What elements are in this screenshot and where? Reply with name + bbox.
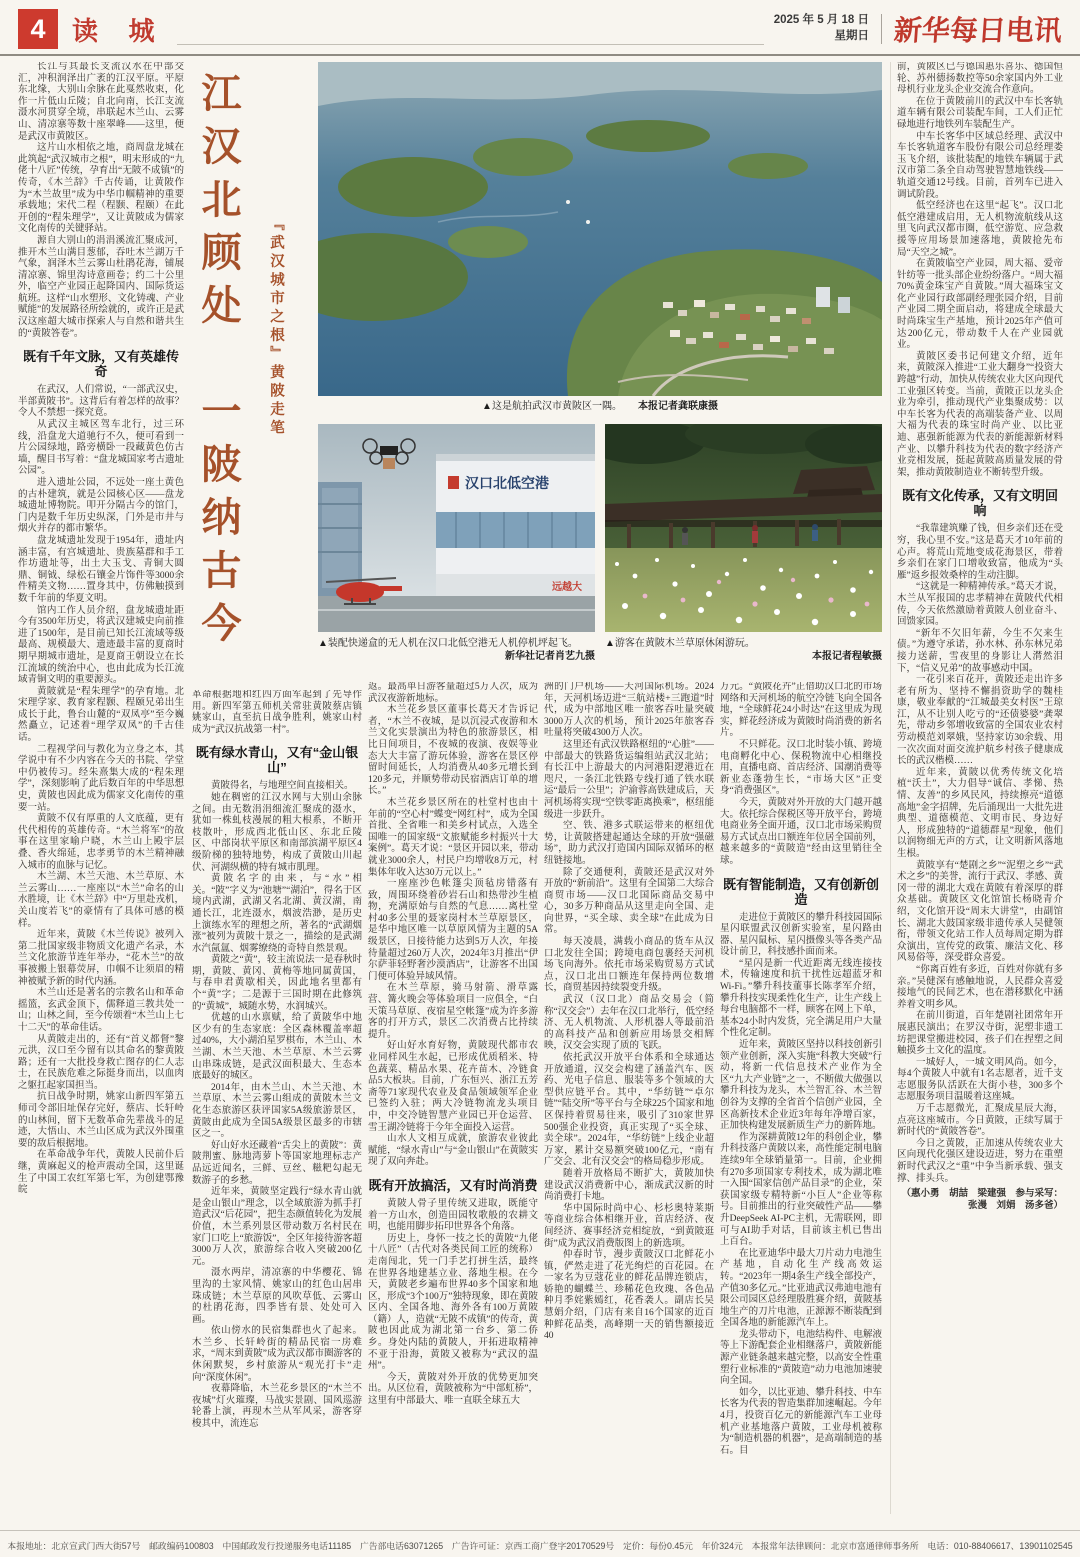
date-text: 2025 年 5 月 18 日	[773, 14, 869, 27]
paragraph: 今天，黄陂对外开放的大门越开越大。依托综合保税区等开放平台，跨境电商业务全面开通，汉口北市场采购贸易方式试点出口额连年位居全国前列，越来越多的“黄陂造”经由这里销往全球。	[720, 797, 882, 866]
paragraph: 万元。“黄陂花卉”正借助汉口北的市场网络和天河机场的航空冷链飞向全国各地，“全球鲜花24小时达”在这里成为现实，鲜花经济成为黄陂时尚消费的新名片。	[720, 682, 882, 739]
paragraph: 二程视学问与教化为立身之本，其学说中有不少内容在今天的书院、学堂中仍被传习。经朱熹集大成的“程朱理学”，深刻影响了此后数百年的中华思想史，黄陂也因此成为儒家文化南传的重要一站。	[18, 744, 184, 813]
paragraph: 黄陂不仅有厚重的人文底蕴，更有代代相传的英雄传奇。“木兰将军”的故事在这里家喻户晓，木兰山上殿宇层叠、香火绵延，忠孝勇节的木兰精神融入城市的血脉与记忆。	[18, 814, 184, 871]
section-heading: 既有文化传承，又有文明回响	[901, 488, 1058, 519]
text-column-3	[368, 682, 538, 1512]
paragraph: 在比亚迪华中最大刀片动力电池生产基地，自动化生产线高效运转。“2023年一期4条生产线全部投产，产值30多亿元。”比亚迪武汉弗迪电池有限公司园区总经理殷胜赛介绍，黄陂基地生产的刀片电池，正源源不断装配到全国各地的新能源汽车上。	[720, 1248, 882, 1329]
paragraph: “我靠建筑赚了钱，但乡亲们还在受穷，我心里不安。”这是葛天才10年前的心声。将荒山荒地变成花海景区，带着乡亲们在家门口增收致富，他成为“头雁”返乡报效桑梓的生动注脚。	[897, 524, 1063, 581]
header-bottom-rule	[0, 54, 1080, 56]
page-number-box: 4	[18, 9, 58, 49]
text-column-4	[544, 682, 714, 1512]
section-heading: 既有开放搞活，又有时尚消费	[368, 1177, 538, 1193]
paragraph: 中车长客华中区域总经理、武汉中车长客轨道客车股份有限公司总经理娄玉飞介绍，该批装配的地铁车辆属于武汉市第二条全自动驾驶智慧地铁线——轨道交通12号线。目前，首列车已进入调试阶段。	[897, 131, 1063, 200]
paragraph: 她在稠密的江汉水网与大别山余脉之间。由无数涓涓细流汇聚成的滠水，犹如一株虬枝漫展的粗大根系，不断开枝散叶，形成西北低山区、东北丘陵区、中部岗状平原区和南部滨湖平原区4级阶梯的独特地势，构成了黄陂山川起伏、河湖纵横的特有城市肌理。	[192, 792, 362, 873]
paragraph: 源自大别山的涓涓溪流汇聚成河，推开木兰山满目葱郁，吞吐木兰湖万千气象，润泽木兰云雾山杜鹃花海，铺展清凉寨、锦里沟诗意画卷；约二十公里外，临空产业园正起降国内、国际货运航班。这样“山水塑形、文化铸魂、产业赋能”的发展路径所绘就的，或许正是武汉这座超大城市探索人与自然和谐共生的“黄陂答卷”。	[18, 235, 184, 339]
building-sign-text: 汉口北低空港	[465, 477, 549, 492]
header-divider	[881, 14, 882, 44]
paragraph: 一座座沙色帐篷尖顶毡房错落有致，周围环绕着砂岩石山和热带沙生植物，充满原始与自然的气息……离杜堂村40多公里的聂家岗村木兰草原景区，是华中地区唯一以草原风情为主题的5A级景区，日接待能力达到5万人次，年接待量超过260万人次，2024年3月推出“伊尔萨菲轻野奢沙漠酒店”，让游客不出国门便可体验异域风情。	[368, 879, 538, 982]
page-header	[18, 6, 1062, 52]
paragraph: 滠水两岸，清凉寨的中华樱花、锦里沟的土家风情、姚家山的红色山居串珠成链；木兰草原的风吹草低、云雾山的杜鹃花海，四季皆有景、处处可入画。	[192, 1268, 362, 1325]
paragraph: 龙头带动下，电池结构件、电解液等上下游配套企业相继落户，黄陂新能源产业链条越来越完整，以高安全性重塑行业标准的“黄陂造”动力电池加速驶向全国。	[720, 1329, 882, 1387]
paragraph: 黄陂区委书记何建文介绍，近年来，黄陂深入推进“工业大翻身”“投资大跨越”行动，加快从传统农业大区向现代工业强区转变。当前，黄陂正以龙头企业为牵引，推动现代产业集聚成势：以中车长客为代表的高端装备产业、以周大福为代表的珠宝时尚产业、以比亚迪、惠强新能源为代表的新能源新材料产业、以攀升科技为代表的数字经济产业竞相发展，挺起黄陂高质量发展的骨架，推动黄陂制造业不断转型升级。	[897, 351, 1063, 478]
caption-credit: 本报记者程敏摄	[812, 651, 882, 662]
caption-credit: 本报记者龚联康摄	[637, 401, 718, 412]
text-column-2	[192, 690, 362, 1514]
paragraph: 夜幕降临，木兰花乡景区的“木兰不夜城”灯火璀璨，马战实景剧、国风巡游轮番上演，再现木兰从军风采，游客穿梭其中，流连忘	[192, 1384, 362, 1430]
paragraph: （惠小勇 胡喆 梁建强 参与采写：张漫 刘娟 汤多爸）	[901, 1189, 1063, 1211]
paragraph: 近年来，黄陂区坚持以科技创新引领产业创新，深入实施“科教大突破”行动，将新一代信息技术产业作为全区“九大产业链”之一，不断做大做强以攀升科技为龙头，木兰智汇谷、木兰智创谷为支撑的全省首个信创产业园，全区高新技术企业近3年每年净增百家，正加快构建发展新质生产力的新阵地。	[720, 1040, 882, 1132]
paragraph: 除了交通便利，黄陂还是武汉对外开放的“新前沿”。这里有全国第二大综合商贸市场——汉口北国际商品交易中心，30多万种商品从这里走向全国、走向世界，“买全球、卖全球”在此成为日常。	[544, 867, 714, 936]
masthead: 新华每日电讯	[892, 16, 1063, 47]
paragraph: 近年来，黄陂坚定践行“绿水青山就是金山银山”理念，以全域旅游为抓手打造武汉“后花园”，把生态颜值转化为发展价值，木兰系列景区带动数万名村民在家门口吃上“旅游饭”，全区年接待游客超3000万人次，旅游综合收入突破200亿元。	[192, 1187, 362, 1267]
paragraph: 优越的山水禀赋，给了黄陂华中地区少有的生态家底：全区森林覆盖率超过40%，大小湖泊星罗棋布，木兰山、木兰湖、木兰天池、木兰草原、木兰云雾山串珠成链，是武汉面积最大、生态本底最好的城区。	[192, 1013, 362, 1082]
paragraph: 从黄陂走出的，还有“首义都督”黎元洪，汉口至今留有以其命名的黎黄陂路；还有一大批投身救亡图存的仁人志士，在民族危难之际挺身而出，以血肉之躯扛起家国担当。	[18, 1034, 184, 1091]
paragraph: 前，黄陂区已与德国惠乐喜乐、德国恒轮、苏州德扬数控等50余家国内外工业母机行业龙头企业交流合作意向。	[897, 62, 1063, 96]
paragraph: 木兰花乡景区所在的杜堂村也由十年前的“空心村”蝶变“网红村”，成为全国首批、全省唯一和美乡村试点，入选全国唯一的国家级“文旅赋能乡村振兴十大案例”。葛天才说：“景区开园以来，带动就业3000余人，村民户均增收8万元，村集体年收入达30万元以上。”	[368, 797, 538, 878]
paragraph: 黄陂之“黄”，较主流说法一是春秋时期，黄陂、黄冈、黄梅等地同属黄国，与春申君黄歇相关，因此地名里都有个“黄”字；二是源于三国时期在此修筑的“黄城”，城随水势，水润城兴。	[192, 955, 362, 1012]
paragraph: 今天，黄陂对外开放的优势更加突出。从区位看，黄陂被称为“中部虹桥”，这里有中部最大、唯一直联全球五大	[368, 1372, 538, 1407]
section-heading: 既有智能制造，又有创新创造	[722, 876, 879, 907]
paragraph: 一花引来百花开，黄陂还走出许多老有所为、坚持不懈捐资助学的魏桂康，敬业奉献的“江城最美女村医”王琼江，从不让别人吃亏的“还债婆婆”龚翠先，带动乡邻增收致富的全国农业农村劳动模范刘翠娥，坚持家访30余载、用一次次面对面交流护航乡村孩子健康成长的武汉楷模……	[897, 675, 1063, 767]
paragraph: 好山好水还藏着“舌尖上的黄陂”：黄陂荆蜜、脉地湾萝卜等国家地理标志产品远近闻名，三鲜、豆丝、糍粑勾起无数游子的乡愁。	[192, 1140, 362, 1186]
paragraph: 低空经济也在这里“起飞”。汉口北低空港建成启用，无人机物流航线从这里飞向武汉都市圈，低空游览、应急救援等应用场景加速落地，黄陂抢先布局“天空之城”。	[897, 201, 1063, 258]
paragraph: 黄陂名字的由来，与“水”相关。“陂”字义为“池塘”“湖泊”，得名于区境内武湖，武湖又名北湖、黄汉湖，南通长江，北连滠水，烟波浩渺，是历史上演练水军的理想之所，著名的“武湖烟涨”被列为黄陂十景之一，描绘的是武湖水汽氤氲、烟雾缭绕的奇特自然景观。	[192, 874, 362, 954]
paragraph: 每天凌晨，满载小商品的货车从汉口北发往全国；跨境电商包裹经天河机场飞向海外。依托市场采购贸易方式试点，汉口北出口额连年保持两位数增长，商贸基因持续裂变升级。	[544, 937, 714, 994]
paragraph: 返。最高单日游客量超过5万人次，成为武汉夜游新地标。	[368, 682, 538, 704]
paragraph: “这就是一种精神传承。”葛天才说，木兰从军报国的忠孝精神在黄陂代代相传，今天依然激励着黄陂人创业奋斗、回馈家园。	[897, 582, 1063, 628]
main-photo-caption	[318, 400, 882, 413]
paragraph: 依托武汉开放平台体系和全球通达开放通道，汉交会构建了涵盖汽车、医药、光电子信息、服装等多个领域的大型供应链平台。其中，“华纺链”“卓尔链”“陆交所”等平台与全球225个国家和地区保持着贸易往来，吸引了310家世界500强企业投资，真正实现了“买全球、卖全球”。2024年，“华纺链”上线企业超万家，累计交易额突破100亿元，“南有广交会、北有汉交会”的格局稳步形成。	[544, 1053, 714, 1168]
paragraph: 在黄陂临空产业园，周大福、爱帝针纺等一批头部企业纷纷落户。“周大福70%黄金珠宝产自黄陂。”周大福珠宝文化产业园行政部副经理张园介绍，目前产业园二期全面启动，将建成全球最大时尚珠宝生产基地，预计2025年产值可达200亿元，带动数千人在产业园就业。	[897, 259, 1063, 351]
paragraph: 随着开放格局不断扩大，黄陂加快建设武汉消费新中心，渐成武汉新的时尚消费打卡地。	[544, 1168, 714, 1203]
paragraph: 走进位于黄陂区的攀升科技园国际星闪联盟武汉创新实验室，星闪路由器、星闪鼠标、星闪摄像头等各类产品设计前卫，科技感扑面而来。	[720, 912, 882, 958]
section-heading: 既有绿水青山，又有“金山银山”	[195, 745, 359, 776]
paragraph: 在革命战争年代，黄陂人民前仆后继，黄麻起义的枪声震动全国，这里诞生了中国工农红军第七军，为创建鄂豫皖	[18, 1150, 184, 1196]
aerial-photo	[318, 62, 882, 396]
paragraph: 这里还有武汉铁路枢纽的“心脏”——中部最大的铁路货运编组站武汉北站；有长江中上游最大的内河港阳逻港近在咫尺，一条江北铁路专线打通了铁水联运“最后一公里”；沪渝蓉高铁建成后，天河机场将实现“空铁零距离换乘”，枢纽能级进一步跃升。	[544, 739, 714, 820]
pavilion-photo	[605, 424, 882, 632]
text-column-5	[720, 682, 882, 1512]
paragraph: 2014年，由木兰山、木兰天池、木兰草原、木兰云雾山组成的黄陂木兰文化生态旅游区获评国家5A级旅游景区，黄陂由此成为全国5A级景区最多的市辖区之一。	[192, 1082, 362, 1140]
dateline	[774, 13, 869, 44]
paragraph: 山水人文相互成就，旅游农业彼此赋能，“绿水青山”与“金山银山”在黄陂实现了双向奔赴。	[368, 1134, 538, 1168]
paragraph: 作为深耕黄陂12年的科创企业，攀升科技落户黄陂以来，高性能定制电脑连续9年全球销量第一。目前，企业拥有270多项国家专利技术，成为湖北唯一入围“国家信创产品目录”的企业，荣获国家级专精特新“小巨人”企业等称号。目前推出的行业突破性产品——攀升DeepSeek AI-PC主机，无需联网，即可与AI助手对话，目前该主机已售出上百台。	[720, 1132, 882, 1248]
paragraph: 历史上，身怀一技之长的黄陂“九佬十八匠”（古代对各类民间工匠的统称）走南闯北，凭一门手艺打拼生活，最终在世界各地建基立业、落地生根。在今天，黄陂老乡遍布世界40多个国家和地区，形成“3个100万”独特现象，即在黄陂区内、全国各地、海外各有100万黄陂（籍）人，造就“无陂不成镇”的传奇，黄陂也因此成为湖北第一台乡、第二侨乡。身处内陆的黄陂人，开拓进取精神不亚于沿海，黄陂又被称为“武汉的温州”。	[368, 1233, 538, 1372]
caption-text: ▲这是航拍武汉市黄陂区一隅。	[482, 401, 622, 412]
section-title: 读 城	[72, 16, 167, 46]
paragraph: 近年来，黄陂《木兰传说》被列入第二批国家级非物质文化遗产名录，木兰文化旅游节连年举办，“花木兰”的故事被搬上银幕荧屏，巾帼不让须眉的精神被赋予新的时代内涵。	[18, 930, 184, 987]
text-column-6	[890, 62, 1063, 1514]
page-footer	[0, 1530, 1080, 1552]
paragraph: 革命根据地和红四方面军起到了先导作用。新四军第五师机关常驻黄陂蔡店镇姚家山，直至抗日战争胜利，姚家山村成为“武汉抗战第一村”。	[192, 690, 362, 735]
paragraph: 这片山水相依之地，商周盘龙城在此筑起“武汉城市之根”，明末形成的“九佬十八匠”传统，孕育出“无陂不成镇”的传奇，《木兰辞》千古传诵，让黄陂作为“木兰故里”成为中华巾帼精神的重要承载地；宋代二程（程颢、程颐）在此开创的“程朱理学”，又让黄陂成为儒家文化南传的关键驿站。	[18, 143, 184, 235]
section-heading: 既有千年文脉，又有英雄传奇	[22, 349, 179, 380]
paragraph: 华中国际时尚中心、杉杉奥特莱斯等商业综合体相继开业，首店经济、夜间经济、赛事经济竞相绽放，“到黄陂逛街”成为武汉消费版图上的新选项。	[544, 1203, 714, 1249]
paragraph: 进入遗址公园，不远处一座土黄色的古朴建筑，就是公园核心区——盘龙城遗址博物院。叩开分隔古今的馆门，门内是数千年历史纵深，门外是市井与烟火并存的都市繁华。	[18, 478, 184, 535]
paragraph: 今日之黄陂，正加速从传统农业大区向现代化强区建设迈进，努力在重塑新时代武汉之“重”中争当新承载、强支撑、排头兵。	[897, 1138, 1063, 1184]
paragraph: 万千志愿微光，汇聚成星辰大海，点亮这座城市。今日黄陂，正续写属于新时代的“黄陂答卷”。	[897, 1104, 1063, 1138]
drone-photo-caption	[318, 637, 595, 663]
paragraph: 抗日战争时期，姚家山新四军第五师司令部旧址保存完好，蔡店、长轩岭的山林间，留下无数革命先辈战斗的足迹，大悟山、木兰山区成为武汉外围重要的敌后根据地。	[18, 1092, 184, 1149]
paragraph: 黄陂人骨子里传统又进取，既能守着一方山水，创造田园牧歌般的农耕文明，也能用脚步拓印世界各个角落。	[368, 1198, 538, 1233]
paragraph: 从武汉主城区驾车北行，过三环线，沿盘龙大道驰行不久，便可看到一片公园绿地，路旁横卧一段藏黄色仿古墙，醒目书写着：“盘龙城国家考古遗址公园”。	[18, 420, 184, 477]
paragraph: 一城好人，一城文明风尚。如今，每4个黄陂人中就有1名志愿者，近千支志愿服务队活跃在大街小巷，300多个志愿服务项目温暖着这座城。	[897, 1057, 1063, 1103]
caption-credit: 新华社记者肖艺九摄	[505, 651, 595, 662]
article-headline: 江汉北顾处 一陂纳古今	[196, 72, 241, 655]
paragraph: 在木兰草原，骑马射箭、滑草露营、篝火晚会等体验项目一应俱全，“白天策马草原、夜宿星空帐篷”成为许多游客的打开方式，景区二次消费占比持续提升。	[368, 983, 538, 1040]
paragraph: “新年不欠旧年薪，今生不欠来生债。”为遵守承诺，孙水林、孙东林兄弟接力送薪，雪夜里的身影让人潸然泪下，“信义兄弟”的故事感动中国。	[897, 628, 1063, 674]
paragraph: 好山好水育好物，黄陂现代都市农业同样风生水起，已形成优质稻米、特色蔬菜、精品水果、花卉苗木、冷链食品5大板块。目前，广东恒兴、浙江五芳斋等71家现代农业及食品领域领军企业已签约入驻；两大冷链物流龙头项目中，中交冷链智慧产业园已开仓运营、雪王湖冷链将于今年全面投入运营。	[368, 1041, 538, 1133]
paragraph: 馆内工作人员介绍，盘龙城遗址距今有3500年历史，将武汉建城史向前推进了1500年，是目前已知长江流域等级最高、规模最大、遗迹最丰富的夏商时期早期城市遗址，是夏商王朝设立在长江流域的统治中心，也由此成为长江流域青铜文明的重要源头。	[18, 605, 184, 686]
caption-text: ▲装配快递盒的无人机在汉口北低空港无人机停机坪起飞。	[318, 638, 578, 649]
paragraph: 仲春时节，漫步黄陂汉口北鲜花小镇，俨然走进了花光绚烂的百花园。在一家名为豆蔻花业的鲜花品牌连锁店，娇艳的蝴蝶兰、珍稀花色玫瑰、各色品种月季姹紫嫣红，花香袭人。副店长吴慧娟介绍，门店有来自16个国家的近百种鲜花品类，高峰期一天的销售额接近40	[544, 1250, 714, 1342]
paragraph: 黄陂得名，与地理空间直接相关。	[211, 781, 354, 792]
paragraph: 洲的门户机场——天河国际机场。2024年，天河机场迈进“三航站楼+三跑道”时代，成为中部地区唯一旅客吞吐量突破3000万人次的机场，预计2025年旅客吞吐量将突破4300万人次。	[544, 682, 714, 739]
paragraph: “星闪是新一代近距离无线连接技术，传输速度和抗干扰性远超蓝牙和Wi-Fi。”攀升科技董事长陈孝军介绍，攀升科技实现柔性化生产，让生产线上每台电脑都不一样，顾客在网上下单，基本24小时内发货，完全满足用户大量个性化定制。	[720, 958, 882, 1039]
paragraph: 在位于黄陂前川的武汉中车长客轨道车辆有限公司装配车间，工人们正忙碌地进行地铁列车装配生产。	[897, 96, 1063, 130]
paragraph: 如今，以比亚迪、攀升科技、中车长客为代表的智造集群加速崛起。今年4月，投资百亿元的新能源汽车工业母机产业基地落户黄陂，工业母机被称为“制造机器的机器”，是高端制造的基石。目	[720, 1387, 882, 1456]
paragraph: 不只鲜花。汉口北时装小镇、跨境电商孵化中心、保税物流中心相继投用，直播电商、首店经济、国潮消费等新业态蓬勃生长，“市场大区”正变身“消费强区”。	[720, 739, 882, 797]
paragraph: 长江与其最长支流汉水在中部交汇，冲积润泽出广袤的江汉平原。平原东北缘，大别山余脉在此戛然收束，化作一片低山丘陵；自北向南，长江支流滠水河贯穿全境，串联起木兰山、云雾山、清凉寨等数十座翠峰——这里，便是武汉市黄陂区。	[18, 62, 184, 142]
paragraph: “你离百姓有多近，百姓对你就有多亲。”吴健深有感触地说，人民群众喜爱接地气的民间艺术，也在潜移默化中涵养着文明乡风。	[897, 964, 1063, 1010]
paragraph: 近年来，黄陂以优秀传统文化培植“沃土”，大力倡导“诚信、孝悌、热情、友善”的乡风民风，持续擦亮“道德高地”金字招牌，先后涌现出一大批先进典型、道德模范、文明市民、身边好人，形成独特的“道德群星”现象，他们以润物细无声的方式，让文明新风落地生根。	[897, 767, 1063, 859]
paragraph: 木兰山还是著名的宗教名山和革命摇篮，玄武金顶下，儒释道三教共处一山；山林之间，至今传颂着“木兰山上七十二天”的革命佳话。	[18, 988, 184, 1033]
caption-text: ▲游客在黄陂木兰草原休闲游玩。	[605, 638, 755, 649]
text-column-1	[18, 62, 184, 1514]
drone-photo	[318, 424, 595, 632]
paragraph: 木兰湖、木兰天池、木兰草原、木兰云雾山……一座座以“木兰”命名的山水胜境，让《木兰辞》中“万里赴戎机，关山度若飞”的豪情有了具体可感的模样。	[18, 872, 184, 929]
paragraph: 木兰花乡景区董事长葛天才告诉记者，“木兰不夜城，是以沉浸式夜游和木兰文化实景演出为特色的旅游景区，相比日间项目，不夜城的夜演、夜娱等业态大大丰富了游玩体验，游客在景区停留时间延长，人均消费从40多元增长到120多元，并顺势带动民宿酒店订单的增长。”	[368, 705, 538, 797]
paragraph: 黄陂就是“程朱理学”的孕育地。北宋理学家、教育家程颢、程颐兄弟出生成长于此，鲁台山麓的“双凤亭”至今巍然矗立，记述着“理学双凤”的千古佳话。	[18, 686, 184, 744]
paragraph: 盘龙城遗址发现于1954年，遗址内涵丰富，有宫城遗址、贵族墓群和手工作坊遗址等，出土大玉戈、青铜大圆鼎、铜钺、绿松石镶金片饰件等3000余件精美文物……置身其中，仿佛触摸到数千年前的华夏文明。	[18, 535, 184, 604]
pavilion-photo-caption	[605, 637, 882, 663]
weekday-text: 星期日	[834, 30, 869, 42]
footer-text: 本报地址：北京宣武门西大街57号 邮政编码100803 中国邮政发行投递服务电话11185 广告部电话63071265 广告许可证：京西工商广登字20170529号 定价：每份0.45元 年价324元 本报常年法律顾问：北京市富通律师事务所 电话：010-88406617、13901102545	[7, 1541, 1073, 1551]
paragraph: 依山傍水的民宿集群也火了起来。木兰乡、长轩岭街的精品民宿一房难求，“周末到黄陂”成为武汉都市圈游客的休闲默契，乡村旅游从“观光打卡”走向“深度休闲”。	[192, 1326, 362, 1383]
paragraph: 武汉（汉口北）商品交易会（简称“汉交会”）去年在汉口北举行，低空经济、无人机物流、人形机器人等最前沿的高科技产品和创新应用场景交相辉映，汉交会实现了质的飞跃。	[544, 995, 714, 1052]
article-headline-block	[192, 66, 314, 680]
paragraph: 黄陂享有“楚剧之乡”“泥塑之乡”“武术之乡”的美誉，流行于武汉、孝感、黄冈一带的湖北大戏在黄陂有着深厚的群众基础。黄陂区文化馆馆长杨晓青介绍，文化馆开设“周末大讲堂”，由副馆长、湖北大鼓国家级非遗传承人吴健领衔，带领文化站工作人员每周定期为群众演出，宣传党的政策、廉洁文化、移风易俗等，深受群众喜爱。	[897, 860, 1063, 964]
paragraph: 在前川街道，百年楚剧社团常年开展惠民演出；在罗汉寺街，泥塑非遗工坊把课堂搬进校园，孩子们在捏塑之间触摸乡土文化的温度。	[897, 1011, 1063, 1057]
header-rule	[177, 14, 764, 45]
paragraph: 在武汉，人们常说，“一部武汉史，半部黄陂书”。这背后有着怎样的故事？令人不禁想一探究竟。	[18, 385, 184, 419]
building-sign2-text: 远越大	[552, 582, 582, 593]
paragraph: 空、铁、港多式联运带来的枢纽优势，让黄陂搭建起通达全球的开放“强磁场”，助力武汉打造国内国际双循环的枢纽链接地。	[544, 821, 714, 866]
article-subtitle: 『武汉城市之根』黄陂走笔	[268, 216, 284, 438]
